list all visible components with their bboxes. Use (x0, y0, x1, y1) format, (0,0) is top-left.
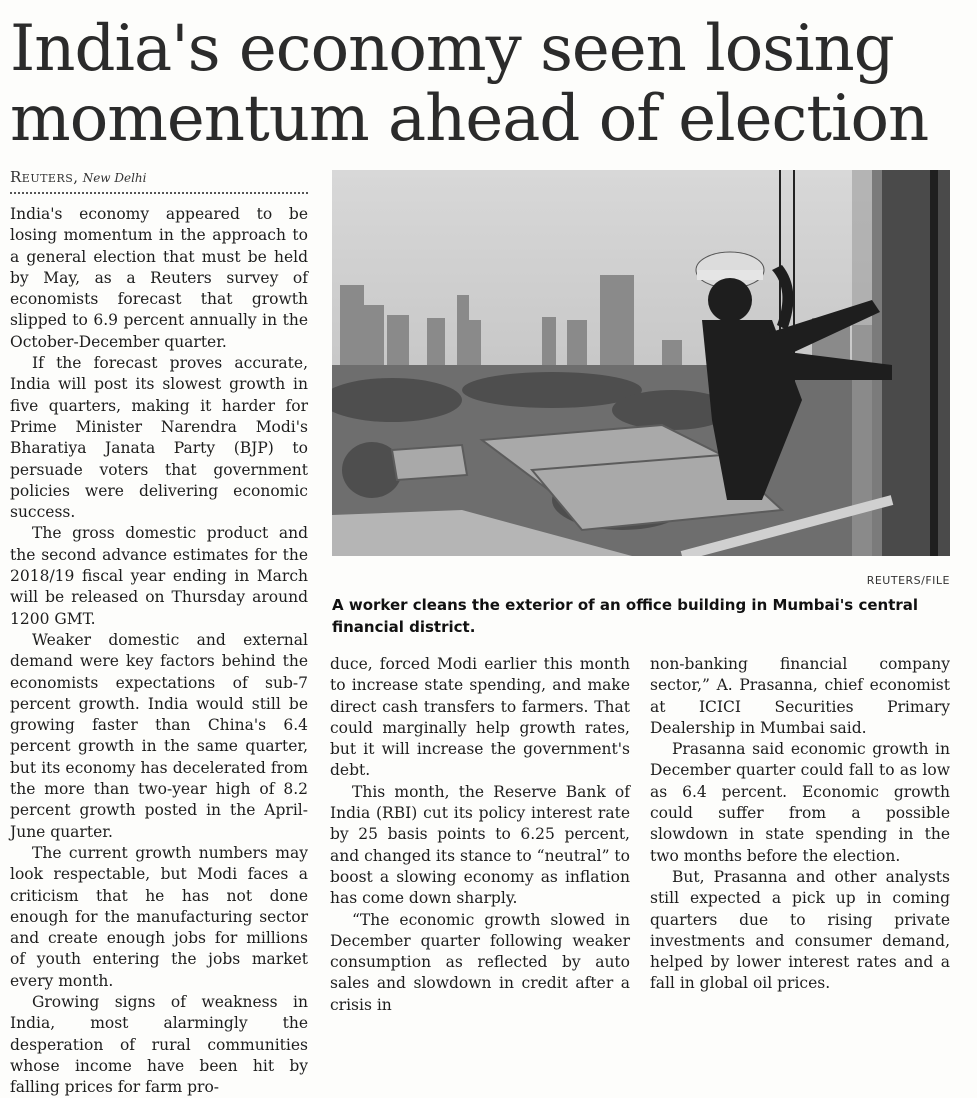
paragraph: But, Prasanna and other analysts still expected a pick up in coming quarters due to rising private investments and consumer demand, helped by lower interest rates and a fall in global oil prices. (650, 867, 950, 993)
column-3 (650, 654, 950, 995)
column-2 (330, 654, 630, 1016)
agency: Reuters, (10, 168, 79, 186)
news-photo (332, 170, 950, 556)
photo-caption: A worker cleans the exterior of an office building in Mumbai's central financial district. (332, 596, 919, 636)
paragraph: India's economy appeared to be losing momentum in the approach to a general election that must be held by May, as a Reuters survey of economists forecast that growth slipped to 6.9 percent annually in the October-December quarter. (10, 205, 308, 351)
paragraph: duce, forced Modi earlier this month to increase state spending, and make direct cash transfers to farmers. That could marginally help growth rates, but it will increase the government's debt. (330, 655, 630, 780)
paragraph: The current growth numbers may look respectable, but Modi faces a criticism that he has not done enough for the manufacturing sector and create enough jobs for millions of youth entering the jobs market every month. (10, 843, 308, 990)
paragraph: This month, the Reserve Bank of India (RBI) cut its policy interest rate by 25 basis points to 6.25 percent, and changed its stance to “neutral” to boost a slowing economy as inflation has come down sharply. (330, 782, 630, 908)
headline: India's economy seen losing momentum ahead of election (10, 12, 929, 156)
window-cleaner-image (332, 170, 950, 556)
paragraph: Growing signs of weakness in India, most alarmingly the desperation of rural communities whose income have been hit by falling prices for farm pro- (10, 992, 308, 1097)
paragraph: If the forecast proves accurate, India will post its slowest growth in five quarters, making it harder for Prime Minister Narendra Modi's Bharatiya Janata Party (BJP) to persuade voters that government policies were delivering economic success. (10, 354, 308, 522)
column-1 (10, 204, 308, 1098)
paragraph: The gross domestic product and the second advance estimates for the 2018/19 fiscal year ending in March will be released on Thursday around 1200 GMT. (10, 524, 308, 628)
paragraph: non-banking financial company sector,” A. Prasanna, chief economist at ICICI Securities Primary Dealership in Mumbai said. (650, 655, 950, 737)
city: New Delhi (82, 171, 147, 185)
paragraph: Prasanna said economic growth in December quarter could fall to as low as 6.4 percent. Economic growth could suffer from a possible slowdown in state spending in the two months before the election. (650, 740, 950, 865)
dotted-divider (10, 192, 308, 194)
paragraph: “The economic growth slowed in December quarter following weaker consumption as reflected by auto sales and slowdown in credit after a crisis in (330, 910, 630, 1014)
paragraph: Weaker domestic and external demand were key factors behind the economists expectations of sub-7 percent growth. India would still be growing faster than China's 6.4 percent growth in the same quarter, but its economy has decelerated from the more than two-year high of 8.2 percent growth posted in the April-June quarter. (10, 630, 308, 841)
photo-credit: REUTERS/FILE (866, 574, 950, 587)
dateline (10, 168, 147, 186)
